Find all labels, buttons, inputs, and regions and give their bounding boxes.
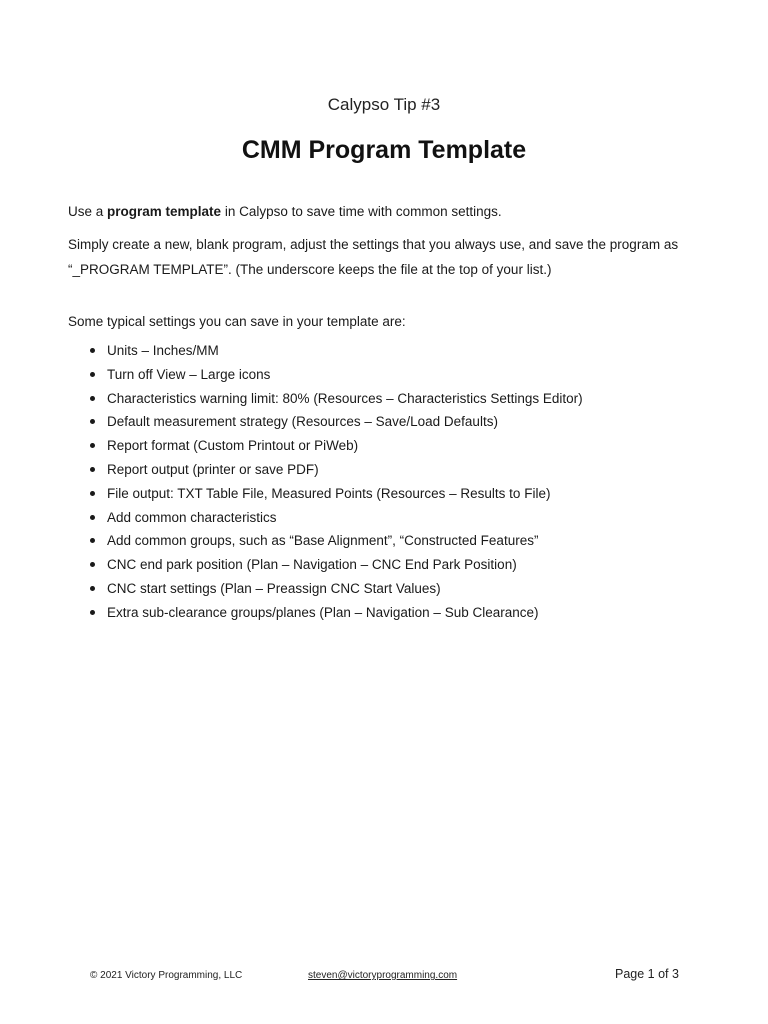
bullet-icon (90, 515, 95, 520)
intro-suffix: in Calypso to save time with common settings. (221, 204, 502, 219)
settings-list (68, 339, 728, 625)
list-item (68, 577, 728, 601)
instructions-paragraph: Simply create a new, blank program, adjust the settings that you always use, and save the program as “_PROGRAM TEMPLATE”. (The underscore keeps the file at the top of your list.) (68, 237, 679, 277)
list-item-text: Turn off View – Large icons (107, 366, 271, 382)
bullet-icon (90, 586, 95, 591)
list-item (68, 506, 728, 530)
bullet-icon (90, 491, 95, 496)
bullet-icon (90, 538, 95, 543)
list-item-text: Report output (printer or save PDF) (107, 461, 319, 477)
list-item-text: Characteristics warning limit: 80% (Resources – Characteristics Settings Editor) (107, 390, 583, 406)
list-item (68, 458, 728, 482)
list-item (68, 601, 728, 625)
list-item (68, 387, 728, 411)
footer-copyright: © 2021 Victory Programming, LLC (90, 970, 243, 981)
list-item (68, 410, 728, 434)
list-item (68, 434, 728, 458)
list-item-text: CNC start settings (Plan – Preassign CNC Start Values) (107, 580, 441, 596)
bullet-icon (90, 443, 95, 448)
list-item-text: Default measurement strategy (Resources – Save/Load Defaults) (107, 414, 498, 430)
bullet-icon (90, 610, 95, 615)
list-item (68, 553, 728, 577)
bullet-icon (90, 419, 95, 424)
list-item (68, 363, 728, 387)
list-item-text: CNC end park position (Plan – Navigation – CNC End Park Position) (107, 557, 517, 573)
footer-page-number: Page 1 of 3 (615, 967, 679, 981)
list-item-text: Units – Inches/MM (107, 343, 219, 358)
document-title: CMM Program Template (241, 136, 527, 164)
bullet-icon (90, 396, 95, 401)
footer-email-link[interactable]: steven@victoryprogramming.com (308, 970, 458, 981)
list-item-text: Add common characteristics (107, 509, 277, 525)
intro-paragraph (68, 199, 708, 224)
bullet-icon (90, 348, 95, 353)
list-item-text: File output: TXT Table File, Measured Points (Resources – Results to File) (107, 485, 551, 501)
intro-bold-term: program template (107, 204, 222, 219)
list-item (68, 529, 728, 553)
bullet-icon (90, 467, 95, 472)
list-item (68, 339, 728, 363)
list-item-text: Extra sub-clearance groups/planes (Plan – Navigation – Sub Clearance) (107, 604, 539, 620)
intro-prefix: Use a (68, 204, 108, 219)
list-item-text: Add common groups, such as “Base Alignment”, “Constructed Features” (107, 533, 539, 549)
document-subtitle: Calypso Tip #3 (327, 95, 441, 114)
settings-intro: Some typical settings you can save in your template are: (68, 314, 406, 329)
list-item (68, 482, 728, 506)
list-item-text: Report format (Custom Printout or PiWeb) (107, 438, 359, 454)
bullet-icon (90, 562, 95, 567)
bullet-icon (90, 372, 95, 377)
